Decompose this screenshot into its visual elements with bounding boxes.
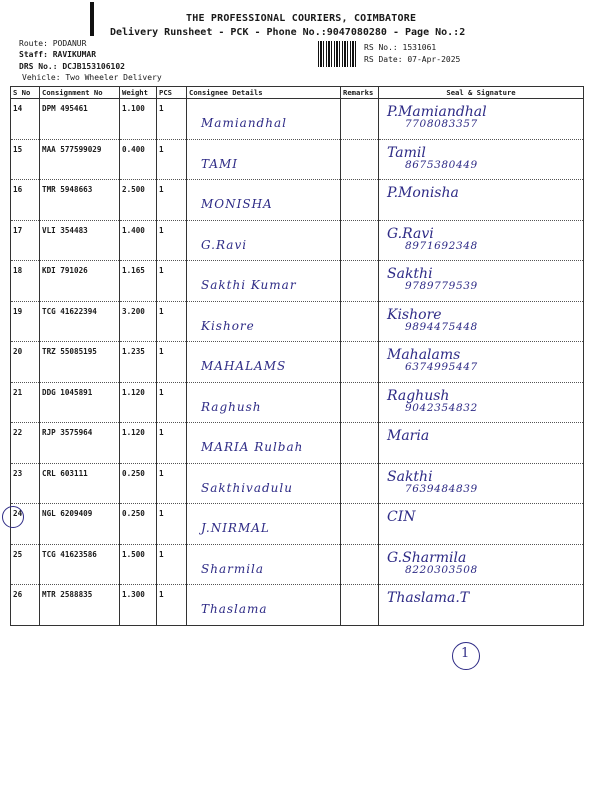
table-row: [11, 463, 584, 504]
remarks-cell: [341, 342, 379, 383]
drs-number: DRS No.: DCJB153106102: [19, 61, 125, 71]
runsheet-meta-right: [364, 42, 460, 66]
consignment-cell: TCG 41622394: [40, 301, 120, 342]
vehicle-label: Vehicle: Two Wheeler Delivery: [22, 73, 162, 82]
pcs-cell: 1: [157, 180, 187, 221]
handwritten-signature: Raghush: [387, 387, 450, 404]
table-row: [11, 544, 584, 585]
consignment-cell: MTR 2588835: [40, 585, 120, 626]
remarks-cell: [341, 544, 379, 585]
handwritten-consignee-name: J.NIRMAL: [201, 521, 270, 535]
pcs-cell: 1: [157, 382, 187, 423]
table-row: [11, 139, 584, 180]
consignment-cell: CRL 603111: [40, 463, 120, 504]
document-subtitle: Delivery Runsheet - PCK - Phone No.:9047080280 - Page No.:2: [110, 27, 466, 38]
signature-cell: [379, 423, 584, 464]
signature-cell: [379, 220, 584, 261]
weight-cell: 0.250: [120, 504, 157, 545]
table-row: [11, 342, 584, 383]
staff-label: Staff: RAVIKUMAR: [19, 50, 97, 60]
sno-cell: 24: [11, 504, 40, 545]
weight-cell: 1.165: [120, 261, 157, 302]
consignee-cell: [187, 99, 341, 140]
sno-cell: 25: [11, 544, 40, 585]
handwritten-phone-number: 7708083357: [405, 118, 478, 130]
remarks-cell: [341, 220, 379, 261]
consignment-cell: TCG 41623586: [40, 544, 120, 585]
handwritten-consignee-name: MONISHA: [201, 197, 273, 211]
handwritten-consignee-name: G.Ravi: [201, 237, 248, 252]
consignment-cell: MAA 577599029: [40, 139, 120, 180]
weight-cell: 1.500: [120, 544, 157, 585]
consignee-cell: [187, 463, 341, 504]
remarks-cell: [341, 382, 379, 423]
rs-number: RS No.: 1531061: [364, 43, 437, 52]
sno-cell: 20: [11, 342, 40, 383]
consignee-cell: [187, 342, 341, 383]
handwritten-signature: P.Mamiandhal: [387, 104, 487, 120]
handwritten-signature: G.Sharmila: [387, 549, 467, 566]
consignment-cell: NGL 6209409: [40, 504, 120, 545]
column-header-signature: Seal & Signature: [379, 87, 584, 99]
sno-cell: 16: [11, 180, 40, 221]
handwritten-page-mark: 1: [461, 646, 470, 661]
remarks-cell: [341, 585, 379, 626]
delivery-table: [10, 86, 584, 626]
weight-cell: 0.250: [120, 463, 157, 504]
handwritten-signature: Sakthi: [387, 468, 433, 485]
pcs-cell: 1: [157, 220, 187, 261]
handwritten-consignee-name: Mamiandhal: [201, 116, 287, 130]
handwritten-signature: Sakthi: [387, 266, 433, 282]
handwritten-phone-number: 8675380449: [405, 158, 478, 171]
table-row: [11, 382, 584, 423]
consignment-cell: TRZ 55085195: [40, 342, 120, 383]
signature-cell: [379, 139, 584, 180]
handwritten-consignee-name: Kishore: [201, 318, 255, 333]
signature-cell: [379, 382, 584, 423]
pcs-cell: 1: [157, 99, 187, 140]
consignee-cell: [187, 139, 341, 180]
sno-cell: 21: [11, 382, 40, 423]
signature-cell: [379, 504, 584, 545]
sno-cell: 19: [11, 301, 40, 342]
table-row: [11, 220, 584, 261]
remarks-cell: [341, 180, 379, 221]
pcs-cell: 1: [157, 544, 187, 585]
weight-cell: 1.235: [120, 342, 157, 383]
consignee-cell: [187, 180, 341, 221]
weight-cell: 1.300: [120, 585, 157, 626]
route-label: Route: PODANUR: [19, 39, 87, 48]
handwritten-phone-number: 9042354832: [405, 401, 478, 414]
pcs-cell: 1: [157, 139, 187, 180]
consignee-cell: [187, 585, 341, 626]
handwritten-consignee-name: TAMI: [201, 156, 239, 171]
consignee-cell: [187, 261, 341, 302]
consignment-cell: VLI 354483: [40, 220, 120, 261]
handwritten-consignee-name: Sharmila: [201, 561, 265, 576]
barcode: [318, 41, 358, 67]
table-row: [11, 585, 584, 626]
handwritten-signature: Maria: [387, 428, 430, 444]
handwritten-signature: Mahalams: [387, 347, 461, 363]
weight-cell: 1.120: [120, 423, 157, 464]
signature-cell: [379, 585, 584, 626]
handwritten-consignee-name: Sakthi Kumar: [201, 278, 297, 292]
table-row: [11, 504, 584, 545]
handwritten-consignee-name: Raghush: [201, 399, 262, 414]
handwritten-signature: Kishore: [387, 306, 442, 323]
weight-cell: 0.400: [120, 139, 157, 180]
remarks-cell: [341, 99, 379, 140]
rs-date: RS Date: 07-Apr-2025: [364, 55, 461, 64]
weight-cell: 3.200: [120, 301, 157, 342]
consignment-cell: KDI 791026: [40, 261, 120, 302]
handwritten-phone-number: 7639484839: [405, 482, 478, 495]
signature-cell: [379, 463, 584, 504]
sno-cell: 17: [11, 220, 40, 261]
handwritten-phone-number: 8220303508: [405, 563, 478, 576]
handwritten-phone-number: 9894475448: [405, 320, 478, 333]
consignment-cell: RJP 3575964: [40, 423, 120, 464]
consignee-cell: [187, 423, 341, 464]
handwritten-signature: Tamil: [387, 144, 426, 161]
table-row: [11, 423, 584, 464]
handwritten-phone-number: 6374995447: [405, 361, 478, 373]
sno-cell: 18: [11, 261, 40, 302]
remarks-cell: [341, 423, 379, 464]
pcs-cell: 1: [157, 423, 187, 464]
sno-cell: 22: [11, 423, 40, 464]
table-row: [11, 301, 584, 342]
weight-cell: 1.400: [120, 220, 157, 261]
remarks-cell: [341, 301, 379, 342]
column-header-consignment: Consignment No: [40, 87, 120, 99]
sno-cell: 15: [11, 139, 40, 180]
sno-cell: 14: [11, 99, 40, 140]
consignee-cell: [187, 382, 341, 423]
document-title: THE PROFESSIONAL COURIERS, COIMBATORE: [186, 13, 417, 24]
consignee-cell: [187, 544, 341, 585]
consignee-cell: [187, 220, 341, 261]
consignee-cell: [187, 301, 341, 342]
consignment-cell: DPM 495461: [40, 99, 120, 140]
remarks-cell: [341, 261, 379, 302]
signature-cell: [379, 342, 584, 383]
signature-cell: [379, 180, 584, 221]
signature-cell: [379, 99, 584, 140]
remarks-cell: [341, 504, 379, 545]
pcs-cell: 1: [157, 463, 187, 504]
handwritten-phone-number: 9789779539: [405, 280, 478, 292]
column-header-pcs: PCS: [157, 87, 187, 99]
handwritten-signature: Thaslama.T: [387, 590, 470, 606]
sno-cell: 23: [11, 463, 40, 504]
consignee-cell: [187, 504, 341, 545]
weight-cell: 2.500: [120, 180, 157, 221]
remarks-cell: [341, 463, 379, 504]
handwritten-signature: G.Ravi: [387, 225, 434, 242]
column-header-remarks: Remarks: [341, 87, 379, 99]
pcs-cell: 1: [157, 261, 187, 302]
handwritten-consignee-name: Sakthivadulu: [201, 480, 293, 495]
consignment-cell: TMR 5948663: [40, 180, 120, 221]
delivery-rows: [11, 99, 584, 626]
table-header-row: [11, 87, 584, 99]
signature-cell: [379, 261, 584, 302]
runsheet-meta-left: [19, 38, 125, 72]
table-row: [11, 261, 584, 302]
handwritten-phone-number: 8971692348: [405, 239, 478, 252]
column-header-weight: Weight: [120, 87, 157, 99]
remarks-cell: [341, 139, 379, 180]
handwritten-consignee-name: MARIA Rulbah: [201, 440, 304, 454]
pcs-cell: 1: [157, 301, 187, 342]
scan-mark: [90, 2, 94, 36]
sno-cell: 26: [11, 585, 40, 626]
signature-cell: [379, 301, 584, 342]
weight-cell: 1.120: [120, 382, 157, 423]
handwritten-signature: P.Monisha: [387, 185, 459, 201]
handwritten-consignee-name: MAHALAMS: [201, 359, 287, 373]
pcs-cell: 1: [157, 342, 187, 383]
column-header-consignee: Consignee Details: [187, 87, 341, 99]
signature-cell: [379, 544, 584, 585]
weight-cell: 1.100: [120, 99, 157, 140]
pcs-cell: 1: [157, 585, 187, 626]
table-row: [11, 180, 584, 221]
table-row: [11, 99, 584, 140]
handwritten-signature: CIN: [387, 509, 416, 525]
pcs-cell: 1: [157, 504, 187, 545]
row-circle-mark: [2, 506, 24, 528]
handwritten-consignee-name: Thaslama: [201, 602, 268, 616]
consignment-cell: DDG 1045891: [40, 382, 120, 423]
column-header-sno: S No: [11, 87, 40, 99]
